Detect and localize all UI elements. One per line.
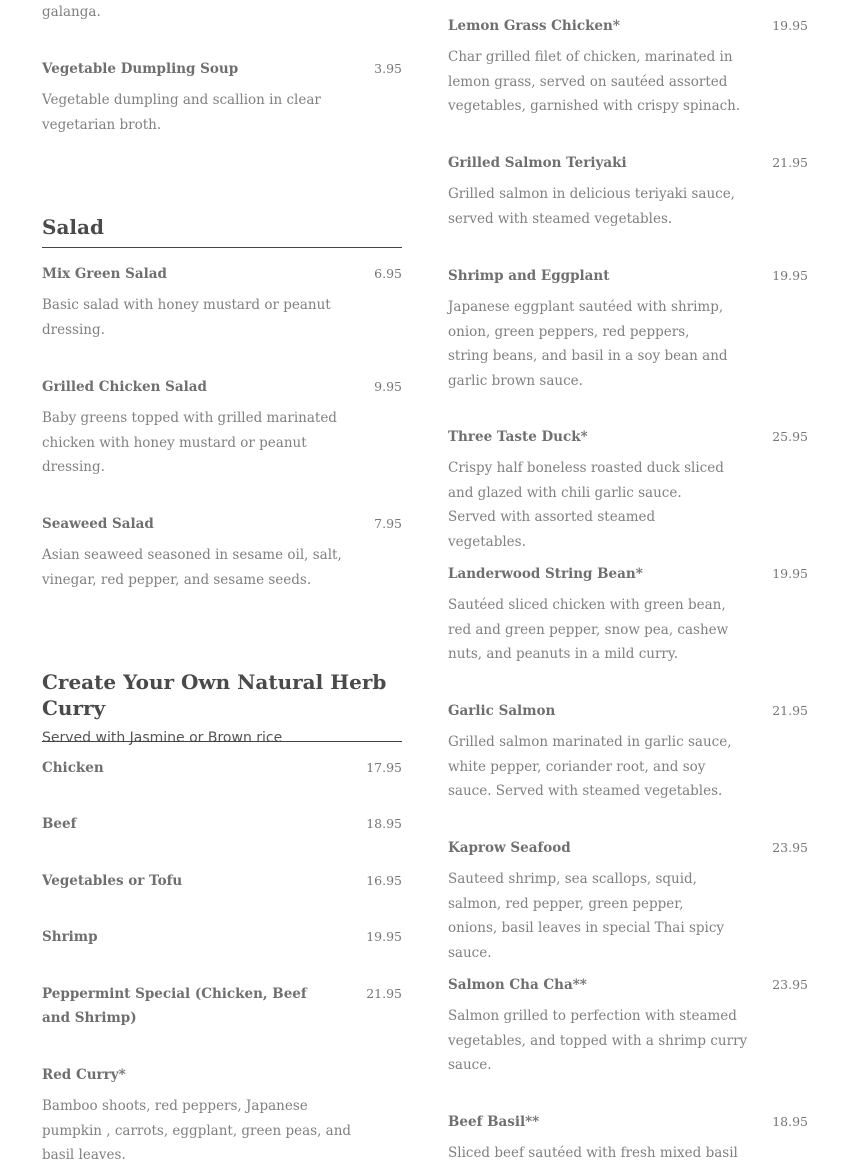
item-price: 6.95 <box>374 266 402 281</box>
item-name: Salmon Cha Cha** <box>448 977 587 993</box>
menu-item-seaweed-salad <box>42 512 402 592</box>
section-title: Create Your Own Natural Herb Curry <box>42 670 387 720</box>
item-name: Peppermint Special (Chicken, Beef and Shrimp) <box>42 986 307 1026</box>
item-price: 19.95 <box>772 268 808 283</box>
item-name: Grilled Chicken Salad <box>42 379 207 395</box>
item-price: 3.95 <box>374 61 402 76</box>
item-name: Grilled Salmon Teriyaki <box>448 155 627 171</box>
item-name: Landerwood String Bean* <box>448 566 643 582</box>
item-description: Bamboo shoots, red peppers, Japanese pumpkin , carrots, eggplant, green peas, and basil leaves. <box>42 1098 352 1163</box>
item-description: Grilled salmon in delicious teriyaki sauce, served with steamed vegetables. <box>448 186 735 227</box>
section-subtitle: Served with Jasmine or Brown rice <box>42 730 283 746</box>
item-price: 7.95 <box>374 516 402 531</box>
menu-item-red-curry <box>42 1063 402 1168</box>
menu-item-landerwood-string-bean <box>448 562 808 667</box>
item-name: Mix Green Salad <box>42 266 167 282</box>
item-description: Crispy half boneless roasted duck sliced and glazed with chili garlic sauce. Served with assorted steamed vegetables. <box>448 460 724 550</box>
item-price: 21.95 <box>772 703 808 718</box>
menu-item-grilled-salmon-teriyaki <box>448 151 808 231</box>
section-divider <box>42 741 402 742</box>
item-name: Vegetables or Tofu <box>42 873 183 889</box>
item-price: 19.95 <box>366 929 402 944</box>
item-description: Sliced beef sautéed with fresh mixed basil <box>448 1145 738 1161</box>
item-description: Basic salad with honey mustard or peanut dressing. <box>42 297 331 338</box>
curry-section-header <box>42 669 402 748</box>
item-price: 25.95 <box>772 429 808 444</box>
item-name: Lemon Grass Chicken* <box>448 18 620 34</box>
menu-item-shrimp-and-eggplant <box>448 264 808 393</box>
item-name: Seaweed Salad <box>42 516 154 532</box>
item-price: 21.95 <box>366 986 402 1001</box>
menu-item-curry-peppermint-special <box>42 982 402 1030</box>
menu-item-garlic-salmon <box>448 699 808 804</box>
item-description: Sauteed shrimp, sea scallops, squid, salmon, red pepper, green pepper, onions, basil leaves in special Thai spicy sauce. <box>448 871 725 961</box>
item-name: Garlic Salmon <box>448 703 556 719</box>
salad-section-header <box>42 214 402 240</box>
previous-item-description-fragment: galanga. <box>42 4 101 20</box>
item-name: Chicken <box>42 760 104 776</box>
item-description: Sautéed sliced chicken with green bean, red and green pepper, snow pea, cashew nuts, and peanuts in a mild curry. <box>448 597 729 662</box>
menu-item-curry-beef <box>42 812 402 836</box>
menu-item-curry-chicken <box>42 756 402 780</box>
item-name: Beef Basil** <box>448 1114 540 1130</box>
menu-item-curry-shrimp <box>42 925 402 949</box>
item-name: Red Curry* <box>42 1067 126 1083</box>
item-name: Shrimp <box>42 929 98 945</box>
item-name: Kaprow Seafood <box>448 840 571 856</box>
item-description: Japanese eggplant sautéed with shrimp, onion, green peppers, red peppers, string beans, and basil in a soy bean and garlic brown sauce. <box>448 299 728 389</box>
item-price: 19.95 <box>772 566 808 581</box>
menu-item-grilled-chicken-salad <box>42 375 402 480</box>
item-price: 17.95 <box>366 760 402 775</box>
item-price: 16.95 <box>366 873 402 888</box>
item-price: 23.95 <box>772 977 808 992</box>
item-description: Vegetable dumpling and scallion in clear vegetarian broth. <box>42 92 321 133</box>
item-description: Salmon grilled to perfection with steamed vegetables, and topped with a shrimp curry sauce. <box>448 1008 748 1073</box>
menu-item-three-taste-duck <box>448 425 808 554</box>
item-price: 18.95 <box>366 816 402 831</box>
menu-item-curry-vegetables-tofu <box>42 869 402 893</box>
menu-item-salmon-cha-cha <box>448 973 808 1078</box>
item-name: Three Taste Duck* <box>448 429 588 445</box>
item-description: Baby greens topped with grilled marinated chicken with honey mustard or peanut dressing. <box>42 410 337 475</box>
menu-item-lemon-grass-chicken <box>448 14 808 119</box>
item-description: Char grilled filet of chicken, marinated in lemon grass, served on sautéed assorted vegetables, garnished with crispy spinach. <box>448 49 741 114</box>
item-price: 21.95 <box>772 155 808 170</box>
menu-item-kaprow-seafood <box>448 836 808 965</box>
item-price: 19.95 <box>772 18 808 33</box>
item-name: Vegetable Dumpling Soup <box>42 61 239 77</box>
item-name: Beef <box>42 816 77 832</box>
item-description: Grilled salmon marinated in garlic sauce, white pepper, coriander root, and soy sauce. Served with steamed vegetables. <box>448 734 732 799</box>
section-divider <box>42 247 402 248</box>
item-name: Shrimp and Eggplant <box>448 268 610 284</box>
menu-item-vegetable-dumpling-soup <box>42 57 402 137</box>
menu-item-mix-green-salad <box>42 262 402 342</box>
item-price: 18.95 <box>772 1114 808 1129</box>
menu-item-beef-basil <box>448 1110 808 1166</box>
item-description: Asian seaweed seasoned in sesame oil, salt, vinegar, red pepper, and sesame seeds. <box>42 547 342 588</box>
item-price: 9.95 <box>374 379 402 394</box>
section-title: Salad <box>42 215 104 239</box>
item-price: 23.95 <box>772 840 808 855</box>
